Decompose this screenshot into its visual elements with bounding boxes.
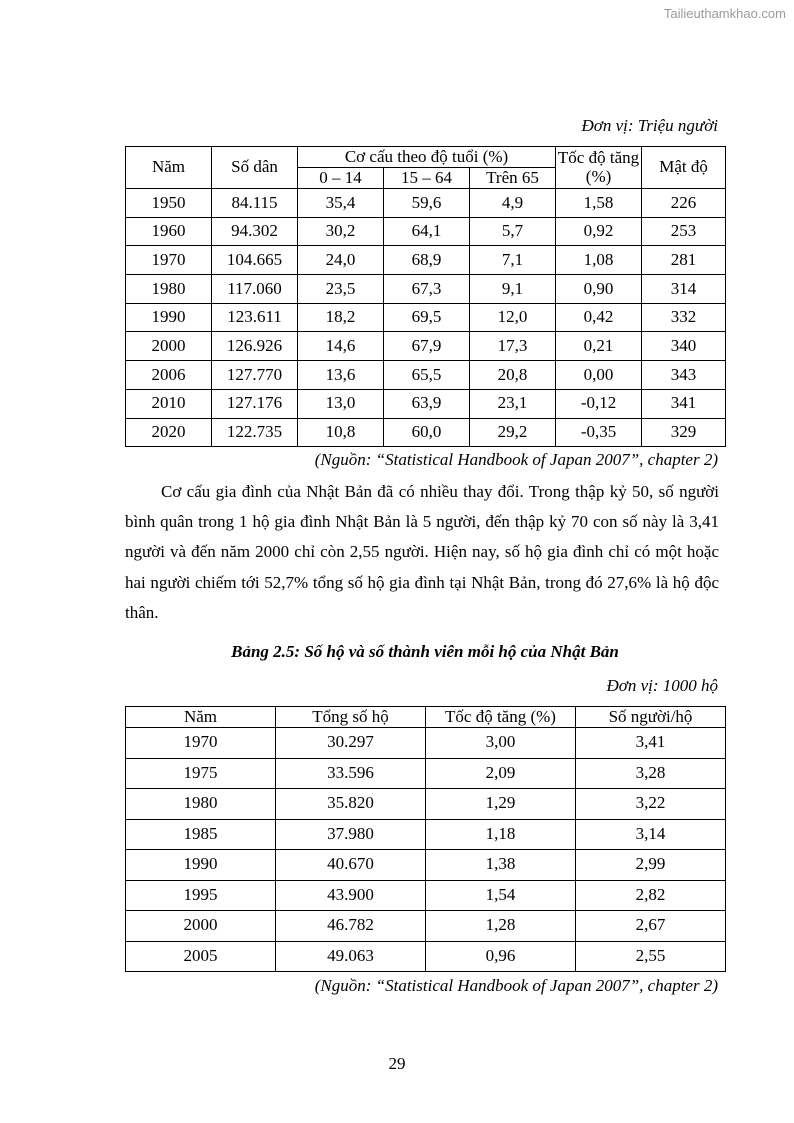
table-cell: 104.665 <box>212 246 298 275</box>
table-row <box>126 819 726 850</box>
header-age-65plus: Trên 65 <box>470 168 556 189</box>
table-cell: 40.670 <box>276 850 426 881</box>
header-age-15-64: 15 – 64 <box>384 168 470 189</box>
header-year: Năm <box>126 707 276 728</box>
table-cell: 1980 <box>126 275 212 304</box>
table-cell: 9,1 <box>470 275 556 304</box>
table-cell: 332 <box>642 303 726 332</box>
table-row <box>126 303 726 332</box>
table-cell: 127.176 <box>212 389 298 418</box>
table-cell: 18,2 <box>298 303 384 332</box>
population-table <box>125 146 726 447</box>
table-cell: 2,82 <box>576 880 726 911</box>
header-growth-rate: Tốc độ tăng (%) <box>426 707 576 728</box>
table-cell: 13,0 <box>298 389 384 418</box>
table-cell: 341 <box>642 389 726 418</box>
table1-source: (Nguồn: “Statistical Handbook of Japan 2007”, chapter 2) <box>314 450 718 469</box>
table-row <box>126 418 726 447</box>
household-paragraph: Cơ cấu gia đình của Nhật Bản đã có nhiều thay đổi. Trong thập kỷ 50, số người bình quân trong 1 hộ gia đình Nhật Bản là 5 người, đến thập kỷ 70 con số này là 3,41 người và đến năm 2000 chỉ còn 2,55 người. Hiện nay, số hộ gia đình chỉ có một hoặc hai người chiếm tới 52,7% tổng số hộ gia đình tại Nhật Bản, trong đó 27,6% là hộ độc thân. <box>125 482 719 622</box>
table-cell: 10,8 <box>298 418 384 447</box>
table-cell: 33.596 <box>276 758 426 789</box>
table-row <box>126 758 726 789</box>
table-cell: 1980 <box>126 789 276 820</box>
table-cell: 0,21 <box>556 332 642 361</box>
table-cell: 1,54 <box>426 880 576 911</box>
table-cell: 0,00 <box>556 361 642 390</box>
table-cell: 340 <box>642 332 726 361</box>
table-cell: 2006 <box>126 361 212 390</box>
table-cell: 5,7 <box>470 217 556 246</box>
table1-unit: Đơn vị: Triệu người <box>581 116 718 135</box>
table-cell: 1,38 <box>426 850 576 881</box>
table-cell: 35,4 <box>298 189 384 218</box>
table-cell: 29,2 <box>470 418 556 447</box>
table-row <box>126 332 726 361</box>
table-row <box>126 850 726 881</box>
table-cell: 3,00 <box>426 728 576 759</box>
table-cell: 2010 <box>126 389 212 418</box>
table-row <box>126 361 726 390</box>
table-cell: 281 <box>642 246 726 275</box>
table-cell: 1,29 <box>426 789 576 820</box>
table-cell: 2,99 <box>576 850 726 881</box>
household-table <box>125 706 726 972</box>
table-cell: 67,9 <box>384 332 470 361</box>
table-cell: 0,92 <box>556 217 642 246</box>
header-density: Mật độ <box>642 147 726 189</box>
table-cell: 329 <box>642 418 726 447</box>
table-cell: 94.302 <box>212 217 298 246</box>
table-cell: -0,12 <box>556 389 642 418</box>
table-cell: 1,28 <box>426 911 576 942</box>
table-cell: 84.115 <box>212 189 298 218</box>
table-cell: 68,9 <box>384 246 470 275</box>
table-cell: 69,5 <box>384 303 470 332</box>
table-cell: 1975 <box>126 758 276 789</box>
table-cell: 1,18 <box>426 819 576 850</box>
table-row <box>126 911 726 942</box>
table-cell: 343 <box>642 361 726 390</box>
table-cell: 3,41 <box>576 728 726 759</box>
table-cell: 4,9 <box>470 189 556 218</box>
header-total-households: Tổng số hộ <box>276 707 426 728</box>
table-row <box>126 217 726 246</box>
table-cell: 117.060 <box>212 275 298 304</box>
table-cell: 0,96 <box>426 941 576 972</box>
table-cell: 0,90 <box>556 275 642 304</box>
page-number: 29 <box>388 1054 406 1073</box>
table2-source: (Nguồn: “Statistical Handbook of Japan 2007”, chapter 2) <box>314 976 718 995</box>
table-cell: 59,6 <box>384 189 470 218</box>
table-row <box>126 189 726 218</box>
table-cell: 67,3 <box>384 275 470 304</box>
table-cell: 1960 <box>126 217 212 246</box>
header-age-0-14: 0 – 14 <box>298 168 384 189</box>
table-cell: 2,67 <box>576 911 726 942</box>
population-table-body <box>126 189 726 447</box>
table-cell: 35.820 <box>276 789 426 820</box>
table-cell: 3,28 <box>576 758 726 789</box>
table-cell: 1970 <box>126 728 276 759</box>
table-cell: 65,5 <box>384 361 470 390</box>
table-cell: 14,6 <box>298 332 384 361</box>
table-cell: 314 <box>642 275 726 304</box>
header-growth-rate: Tốc độ tăng (%) <box>556 147 642 189</box>
table2-unit: Đơn vị: 1000 hộ <box>606 676 718 695</box>
table-cell: 64,1 <box>384 217 470 246</box>
table-cell: 1950 <box>126 189 212 218</box>
table-cell: 2005 <box>126 941 276 972</box>
table-cell: 49.063 <box>276 941 426 972</box>
table-cell: 60,0 <box>384 418 470 447</box>
table-cell: 123.611 <box>212 303 298 332</box>
table-cell: 1,08 <box>556 246 642 275</box>
table-cell: 127.770 <box>212 361 298 390</box>
table-cell: 23,1 <box>470 389 556 418</box>
table-cell: 30,2 <box>298 217 384 246</box>
table-row <box>126 389 726 418</box>
table-cell: 13,6 <box>298 361 384 390</box>
header-persons-per-household: Số người/hộ <box>576 707 726 728</box>
header-population: Số dân <box>212 147 298 189</box>
watermark: Tailieuthamkhao.com <box>663 6 786 21</box>
table-cell: 253 <box>642 217 726 246</box>
table-cell: 20,8 <box>470 361 556 390</box>
table-cell: 24,0 <box>298 246 384 275</box>
table-cell: 43.900 <box>276 880 426 911</box>
table-cell: 1,58 <box>556 189 642 218</box>
table-cell: 46.782 <box>276 911 426 942</box>
table-cell: 1995 <box>126 880 276 911</box>
table-cell: 122.735 <box>212 418 298 447</box>
table-cell: 1970 <box>126 246 212 275</box>
household-table-body <box>126 728 726 972</box>
table-cell: 2000 <box>126 332 212 361</box>
table-row <box>126 789 726 820</box>
table-cell: -0,35 <box>556 418 642 447</box>
table-row <box>126 880 726 911</box>
table-cell: 23,5 <box>298 275 384 304</box>
table-cell: 1990 <box>126 303 212 332</box>
table-row <box>126 728 726 759</box>
table-cell: 37.980 <box>276 819 426 850</box>
table-cell: 7,1 <box>470 246 556 275</box>
table-row <box>126 246 726 275</box>
header-year: Năm <box>126 147 212 189</box>
table-cell: 2020 <box>126 418 212 447</box>
table-cell: 17,3 <box>470 332 556 361</box>
table-cell: 2000 <box>126 911 276 942</box>
table2-caption: Bảng 2.5: Số hộ và số thành viên mỗi hộ của Nhật Bản <box>231 642 619 661</box>
table-cell: 63,9 <box>384 389 470 418</box>
table-cell: 30.297 <box>276 728 426 759</box>
table-cell: 3,14 <box>576 819 726 850</box>
table-cell: 12,0 <box>470 303 556 332</box>
table-cell: 2,55 <box>576 941 726 972</box>
table-row <box>126 941 726 972</box>
table-cell: 0,42 <box>556 303 642 332</box>
table-cell: 1985 <box>126 819 276 850</box>
header-age-structure: Cơ cấu theo độ tuổi (%) <box>298 147 556 168</box>
table-cell: 126.926 <box>212 332 298 361</box>
table-cell: 3,22 <box>576 789 726 820</box>
table-row <box>126 275 726 304</box>
table-cell: 2,09 <box>426 758 576 789</box>
table-cell: 226 <box>642 189 726 218</box>
table-cell: 1990 <box>126 850 276 881</box>
